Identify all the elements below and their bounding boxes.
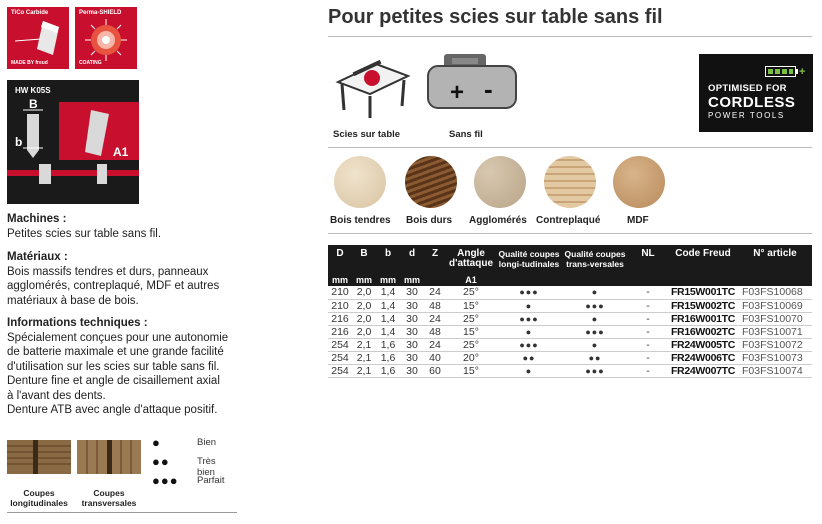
rating-dots: ● — [152, 435, 161, 450]
table-row — [328, 325, 812, 338]
tico-carbide-badge: TiCo Carbide MADE BY freud — [7, 7, 69, 69]
table-cell: 30 — [400, 299, 424, 312]
table-cell: FR15W001TC — [668, 286, 738, 299]
table-cell: - — [628, 364, 668, 377]
table-cell: 30 — [400, 286, 424, 299]
cordless-line1: OPTIMISED FOR — [708, 83, 787, 94]
battery-level-icon — [765, 66, 807, 78]
table-cell: 30 — [400, 364, 424, 377]
col-unit: mm — [376, 273, 400, 286]
table-cell: 30 — [400, 338, 424, 351]
table-cell: - — [628, 299, 668, 312]
wood-label: MDF — [627, 215, 649, 226]
col-unit — [668, 273, 738, 286]
table-cell: 30 — [400, 351, 424, 364]
col-header: D — [328, 245, 352, 273]
rating-dots: ●●● — [152, 473, 179, 488]
table-cell: 30 — [400, 325, 424, 338]
battery-icon — [426, 52, 518, 114]
table-cell: 15° — [446, 299, 496, 312]
table-cell: 25° — [446, 286, 496, 299]
materiaux-heading: Matériaux : — [7, 251, 68, 263]
infos-line: d'utilisation sur les scies sur table sans fil. — [7, 360, 220, 373]
table-cell: 2,0 — [352, 312, 376, 325]
table-cell: 254 — [328, 364, 352, 377]
col-unit: mm — [328, 273, 352, 286]
table-cell: ●●● — [562, 364, 628, 377]
table-cell: FR24W005TC — [668, 338, 738, 351]
table-row — [328, 338, 812, 351]
table-cell: - — [628, 351, 668, 364]
tool-label-table-saw: Scies sur table — [333, 129, 401, 140]
table-cell: 1,4 — [376, 312, 400, 325]
col-header: Code Freud — [668, 245, 738, 273]
table-cell: F03FS10073 — [738, 351, 812, 364]
col-unit: mm — [352, 273, 376, 286]
table-cell: ● — [496, 364, 562, 377]
table-cell: 1,6 — [376, 364, 400, 377]
svg-text:+: + — [799, 66, 806, 78]
cut-long-label: Coupes longitudinales — [10, 488, 68, 508]
dim-b-label: b — [15, 135, 23, 149]
table-cell: F03FS10074 — [738, 364, 812, 377]
table-cell: ●●● — [496, 312, 562, 325]
longitudinal-cut-icon — [7, 436, 71, 478]
table-cell: 48 — [424, 325, 446, 338]
table-cell: ● — [562, 286, 628, 299]
rating-label: Très bien — [197, 456, 216, 478]
divider — [7, 512, 237, 513]
divider — [328, 147, 812, 148]
wood-swatch-hardwood — [405, 156, 457, 208]
table-cell: ●●● — [496, 338, 562, 351]
table-saw-icon — [332, 52, 412, 122]
col-unit: A1 — [446, 273, 496, 286]
page-title: Pour petites scies sur table sans fil — [328, 6, 663, 28]
table-cell: 24 — [424, 338, 446, 351]
wood-swatch-particleboard — [474, 156, 526, 208]
table-cell: 210 — [328, 286, 352, 299]
table-row — [328, 364, 812, 377]
table-cell: 2,0 — [352, 299, 376, 312]
table-cell: ●●● — [562, 325, 628, 338]
table-cell: ●● — [496, 351, 562, 364]
table-cell: 216 — [328, 325, 352, 338]
wood-label: Agglomérés — [469, 215, 527, 226]
table-cell: 2,0 — [352, 325, 376, 338]
table-cell: ●●● — [496, 286, 562, 299]
wood-label: Bois tendres — [330, 215, 391, 226]
infos-heading: Informations techniques : — [7, 317, 148, 329]
infos-line: Denture ATB avec angle d'attaque positif. — [7, 404, 218, 416]
table-row — [328, 299, 812, 312]
dim-B-label: B — [29, 98, 38, 111]
svg-text:-: - — [484, 74, 493, 104]
cordless-line2: CORDLESS — [708, 94, 796, 111]
table-cell: F03FS10072 — [738, 338, 812, 351]
table-row — [328, 351, 812, 364]
table-cell: 1,4 — [376, 325, 400, 338]
table-cell: 15° — [446, 325, 496, 338]
divider — [328, 36, 812, 37]
cut-trans-label: Coupes transversales — [81, 488, 137, 508]
machines-heading: Machines : — [7, 213, 67, 225]
table-cell: 30 — [400, 312, 424, 325]
table-subheader-row — [328, 273, 812, 286]
table-cell: 2,0 — [352, 286, 376, 299]
col-header: B — [352, 245, 376, 273]
infos-line: à l'avant des dents. — [7, 389, 106, 402]
table-header-row — [328, 245, 812, 273]
divider — [328, 233, 812, 234]
table-cell: 60 — [424, 364, 446, 377]
col-header: d — [400, 245, 424, 273]
table-cell: FR16W002TC — [668, 325, 738, 338]
table-cell: ●●● — [562, 299, 628, 312]
cordless-badge — [699, 54, 813, 132]
table-cell: F03FS10069 — [738, 299, 812, 312]
table-cell: 15° — [446, 364, 496, 377]
machines-text: Petites scies sur table sans fil. — [7, 227, 162, 240]
rating-label: Bien — [197, 437, 217, 448]
col-unit: mm — [400, 273, 424, 286]
col-unit — [738, 273, 812, 286]
table-cell: 1,4 — [376, 286, 400, 299]
table-cell: F03FS10071 — [738, 325, 812, 338]
table-cell: 2,1 — [352, 338, 376, 351]
wood-swatch-mdf — [613, 156, 665, 208]
col-header: b — [376, 245, 400, 273]
col-header: Z — [424, 245, 446, 273]
table-cell: 2,1 — [352, 351, 376, 364]
dim-A1-label: A1 — [113, 145, 129, 159]
table-cell: 254 — [328, 351, 352, 364]
infos-line: de batterie maximale et une grande facilité — [7, 346, 224, 358]
table-cell: ● — [562, 338, 628, 351]
table-cell: ● — [562, 312, 628, 325]
transversal-cut-icon — [77, 436, 141, 478]
table-cell: - — [628, 312, 668, 325]
product-table — [328, 245, 812, 378]
rating-dots: ●● — [152, 454, 170, 469]
wood-swatch-softwood — [334, 156, 386, 208]
table-cell: 1,6 — [376, 338, 400, 351]
tooth-geometry-diagram — [7, 98, 139, 204]
table-cell: 40 — [424, 351, 446, 364]
table-cell: - — [628, 338, 668, 351]
table-cell: 254 — [328, 338, 352, 351]
wood-swatch-plywood — [544, 156, 596, 208]
col-unit — [496, 273, 562, 286]
table-cell: ●● — [562, 351, 628, 364]
table-cell: 216 — [328, 312, 352, 325]
svg-text:+: + — [450, 79, 465, 106]
table-row — [328, 286, 812, 299]
materiaux-line: Bois massifs tendres et durs, panneaux — [7, 265, 209, 278]
table-cell: 20° — [446, 351, 496, 364]
infos-line: Spécialement conçues pour une autonomie — [7, 331, 229, 344]
tooth-geometry-panel — [7, 80, 139, 204]
table-cell: FR16W001TC — [668, 312, 738, 325]
table-row — [328, 312, 812, 325]
wood-label: Contreplaqué — [536, 215, 601, 226]
col-unit — [562, 273, 628, 286]
infos-section — [7, 316, 257, 418]
table-cell: F03FS10068 — [738, 286, 812, 299]
col-header: Qualité coupes longi-tudinales — [496, 245, 562, 273]
table-cell: F03FS10070 — [738, 312, 812, 325]
table-cell: FR24W006TC — [668, 351, 738, 364]
table-cell: 1,6 — [376, 351, 400, 364]
col-header: Angle d'attaque — [446, 245, 496, 273]
table-cell: 48 — [424, 299, 446, 312]
machines-section — [7, 212, 257, 241]
col-unit — [424, 273, 446, 286]
table-cell: 25° — [446, 338, 496, 351]
wood-label: Bois durs — [406, 215, 453, 226]
table-cell: 25° — [446, 312, 496, 325]
cordless-line3: POWER TOOLS — [708, 111, 785, 120]
badge-group — [7, 7, 137, 69]
table-cell: - — [628, 286, 668, 299]
tooth-code: HW K05S — [15, 86, 51, 95]
materiaux-line: matériaux à base de bois. — [7, 294, 139, 307]
col-header: N° article — [738, 245, 812, 273]
materiaux-line: agglomérés, contreplaqué, MDF et autres — [7, 280, 220, 292]
perma-shield-badge: Perma-SHIELD COATING — [75, 7, 137, 69]
table-cell: 24 — [424, 312, 446, 325]
table-cell: ● — [496, 299, 562, 312]
col-header: NL — [628, 245, 668, 273]
table-cell: FR15W002TC — [668, 299, 738, 312]
col-header: Qualité coupes trans-versales — [562, 245, 628, 273]
table-cell: 2,1 — [352, 364, 376, 377]
table-cell: 24 — [424, 286, 446, 299]
rating-label: Parfait — [197, 475, 225, 486]
table-cell: 1,4 — [376, 299, 400, 312]
table-body — [328, 286, 812, 377]
col-unit — [628, 273, 668, 286]
table-cell: FR24W007TC — [668, 364, 738, 377]
tool-label-cordless: Sans fil — [449, 129, 483, 140]
table-cell: - — [628, 325, 668, 338]
table-cell: 210 — [328, 299, 352, 312]
infos-line: Denture fine et angle de cisaillement axial — [7, 375, 220, 387]
table-cell: ● — [496, 325, 562, 338]
materiaux-section — [7, 250, 257, 308]
